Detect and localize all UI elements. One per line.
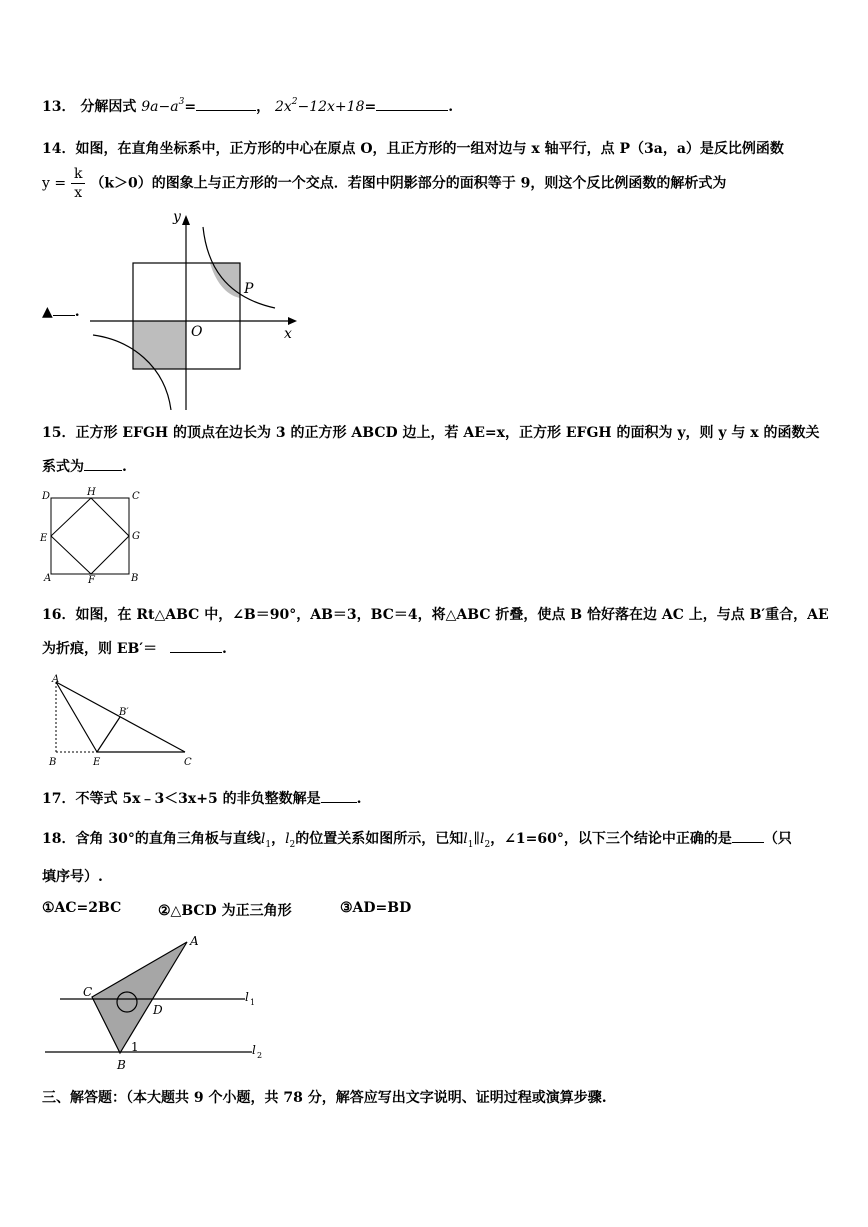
q15-label-F: F [88,575,95,585]
q14-shaded-bottom-left [133,321,186,369]
q18-triangle [92,942,187,1053]
q18-option-2: ②△BCD 为正三角形 [158,903,292,919]
q15-label-D: D [42,491,51,502]
q14-p-label: P [244,281,254,297]
q14-y-equals: y = [42,175,67,192]
q14-y-label: y [173,209,181,225]
q16-segment-eb [97,717,120,752]
q18-label-l2: l [252,1043,256,1057]
section-3-heading: 三、解答题：（本大题共 9 个小题，共 78 分，解答应写出文字说明、证明过程或演算步骤. [42,1090,607,1106]
q13-answer-blank-2[interactable] [376,98,448,111]
q13-expr2: $2x^2-12x+18$ [274,97,365,115]
q15-label-E: E [40,533,48,544]
q14-answer-blank[interactable] [53,303,75,316]
q18-answer-blank[interactable] [732,830,764,843]
q15-answer-blank[interactable] [84,458,122,471]
question-13: 13． 分解因式 $9a-a^3=$ ， $2x^2-12x+18=$ . [42,97,454,115]
q16-answer-blank[interactable] [170,640,222,653]
q17-answer-blank[interactable] [321,790,357,803]
q18-line-2: 填序号）. [42,869,103,885]
question-17: 17．不等式 5x﹣3＜3x+5 的非负整数解是 . [42,791,362,807]
q16-label-E: E [93,757,101,768]
q15-label-A: A [44,573,52,584]
q18-label-angle-1: 1 [131,1040,139,1054]
q18-figure [40,930,270,1075]
q18-option-1: ①AC=2BC [42,900,122,916]
q14-line-2 [42,165,726,202]
q18-label-B: B [117,1058,126,1072]
q14-o-label: O [191,324,203,340]
q14-answer: ▲ . [42,304,80,320]
q18-line-1: 18．含角 30°的直角三角板与直线$l_1$，$l_2$的位置关系如图所示，已知$l_1\parallel l_2$，∠1=60°，以下三个结论中正确的是 （只 [42,831,792,850]
q14-x-label: x [284,326,292,342]
q18-option-3: ③AD=BD [340,900,412,916]
q18-label-l1-sub: 1 [250,998,256,1007]
q16-label-C: C [184,757,192,768]
q16-line-1: 16．如图，在 Rt△ABC 中，∠B＝90°，AB＝3，BC＝4，将△ABC 折叠，使点 B 恰好落在边 AC 上，与点 B′重合，AE [42,607,829,623]
q16-figure [42,672,202,772]
q15-inner-square [51,498,129,574]
q15-figure [38,485,148,585]
q13-label: 分解因式 [80,99,137,115]
q15-line-2: 系式为 . [42,459,127,475]
answer-marker-icon: ▲ [42,304,53,320]
q16-label-B: B [49,757,57,768]
q13-number: 13． [42,99,76,115]
q16-label-A: A [52,674,60,685]
q18-label-l2-sub: 2 [257,1051,263,1060]
q18-label-D: D [153,1003,163,1017]
q18-label-l1: l [245,990,249,1004]
q14-figure [85,205,310,410]
q18-label-C: C [83,985,93,999]
q14-line-1: 14．如图，在直角坐标系中，正方形的中心在原点 O，且正方形的一组对边与 x 轴平行，点 P（3a，a）是反比例函数 [42,141,784,157]
q13-expr1: $9a-a^3$ [141,97,185,115]
q15-label-H: H [87,487,96,498]
q15-outer-square [51,498,129,574]
q14-fraction: $\frac{k}{x}$ [71,165,85,202]
q15-line-1: 15．正方形 EFGH 的顶点在边长为 3 的正方形 ABCD 边上，若 AE=x，正方形 EFGH 的面积为 y，则 y 与 x 的函数关 [42,425,820,441]
q18-label-A: A [190,934,199,948]
q15-label-B: B [131,573,139,584]
q14-line-2-text: （k＞0）的图象上与正方形的一个交点．若图中阴影部分的面积等于 9，则这个反比例函数的解析式为 [90,175,727,192]
q16-label-Bprime: B′ [119,707,129,718]
q15-label-C: C [132,491,140,502]
q15-label-G: G [132,531,140,542]
q13-answer-blank-1[interactable] [196,98,256,111]
q16-line-2: 为折痕，则 EB′＝ . [42,641,227,657]
